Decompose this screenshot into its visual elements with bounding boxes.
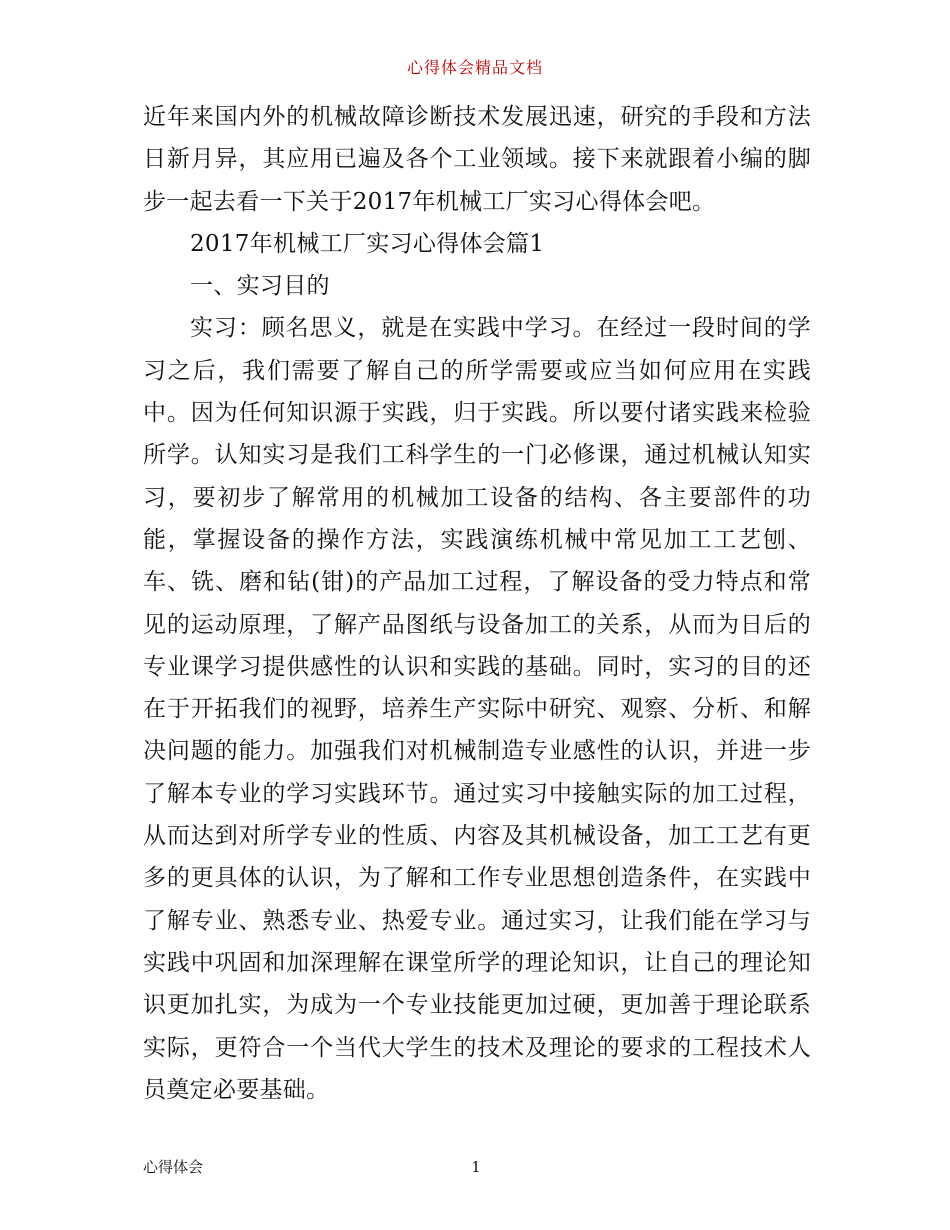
intro-paragraph: 近年来国内外的机械故障诊断技术发展迅速，研究的手段和方法日新月异，其应用已遍及各个工业领域。接下来就跟着小编的脚步一起去看一下关于2017年机械工厂实习心得体会吧。 <box>143 104 811 215</box>
body-paragraph: 实习：顾名思义，就是在实践中学习。在经过一段时间的学习之后，我们需要了解自己的所学需要或应当如何应用在实践中。因为任何知识源于实践，归于实践。所以要付诸实践来检验所学。认知实习是我们工科学生的一门必修课，通过机械认知实习，要初步了解常用的机械加工设备的结构、各主要部件的功能，掌握设备的操作方法，实践演练机械中常见加工工艺刨、车、铣、磨和钻(钳)的产品加工过程，了解设备的受力特点和常见的运动原理，了解产品图纸与设备加工的关系，从而为日后的专业课学习提供感性的认识和实践的基础。同时，实习的目的还在于开拓我们的视野，培养生产实际中研究、观察、分析、和解决问题的能力。加强我们对机械制造专业感性的认识，并进一步了解本专业的学习实践环节。通过实习中接触实际的加工过程，从而达到对所学专业的性质、内容及其机械设备，加工工艺有更多的更具体的认识，为了解和工作专业思想创造条件，在实践中了解专业、熟悉专业、热爱专业。通过实习，让我们能在学习与实践中巩固和加深理解在课堂所学的理论知识，让自己的理论知识更加扎实，为成为一个专业技能更加过硬，更加善于理论联系实际，更符合一个当代大学生的技术及理论的要求的工程技术人员奠定必要基础。 <box>143 315 811 1103</box>
document-body <box>143 96 811 1111</box>
page-header-title: 心得体会精品文档 <box>406 58 543 77</box>
section-heading: 一、实习目的 <box>190 273 330 300</box>
article-title: 2017年机械工厂实习心得体会篇1 <box>190 230 545 257</box>
page-number: 1 <box>471 1158 481 1176</box>
footer-label: 心得体会 <box>143 1158 204 1176</box>
